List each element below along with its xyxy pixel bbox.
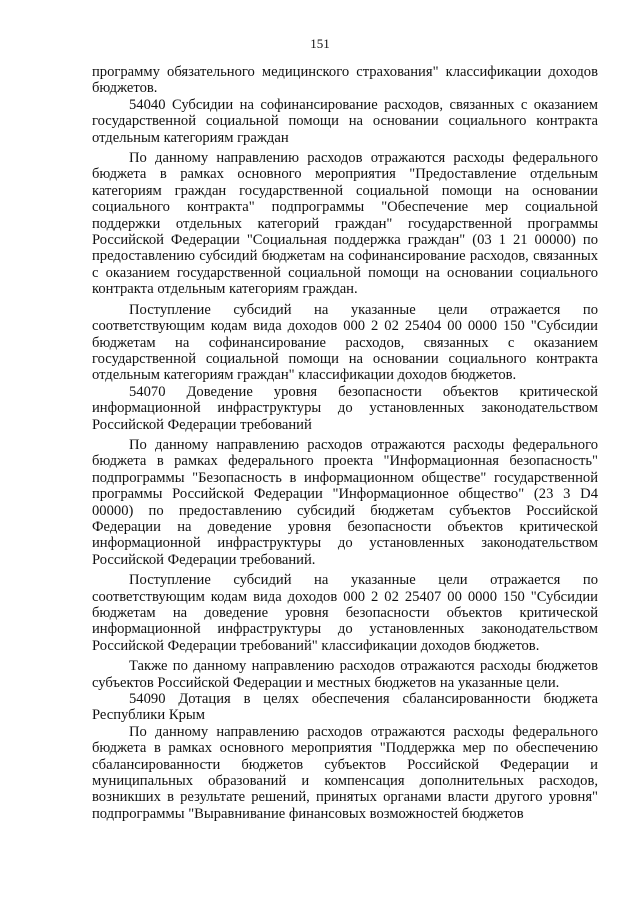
paragraph-revenue-54040: Поступление субсидий на указанные цели отражается по соответствующим кодам вида доходов 000 2 02 25404 00 0000 150 "Субсидии бюджетам на софинансирование расходов, связанных с оказанием государственной социальной помощи на основании социального контракта отдельным категориям граждан" классификации доходов бюджетов. bbox=[92, 301, 598, 384]
paragraph-description-54090: По данному направлению расходов отражаются расходы федерального бюджета в рамках основного мероприятия "Поддержка мер по обеспечению сбалансированности бюджетов субъектов Российской Федерации и муниципальных образований и компенсация дополнительных расходов, возникших в результате решений, принятых органами власти другого уровня" подпрограммы "Выравнивание финансовых возможностей бюджетов bbox=[92, 723, 598, 822]
page-number: 151 bbox=[310, 36, 330, 51]
paragraph-heading-54040: 54040 Субсидии на софинансирование расходов, связанных с оказанием государственной социальной помощи на основании социального контракта отдельным категориям граждан bbox=[92, 96, 598, 146]
paragraph-also-54070: Также по данному направлению расходов отражаются расходы бюджетов субъектов Российской Федерации и местных бюджетов на указанные цели. bbox=[92, 658, 598, 691]
paragraph-heading-54070: 54070 Доведение уровня безопасности объектов критической информационной инфраструктуры до установленных законодательством Российской Федерации требований bbox=[92, 383, 598, 433]
paragraph-heading-54090: 54090 Дотация в целях обеспечения сбалансированности бюджета Республики Крым bbox=[92, 691, 598, 724]
paragraph-description-54070: По данному направлению расходов отражаются расходы федерального бюджета в рамках федерального проекта "Информационная безопасность" подпрограммы "Безопасность в информационном обществе" государственной программы Российской Федерации "Информационное общество" (23 3 D4 00000) по предоставлению субсидий бюджетам субъектов Российской Федерации на доведение уровня безопасности объектов критической информационной инфраструктуры до установленных законодательством Российской Федерации требований. bbox=[92, 436, 598, 568]
paragraph-revenue-54070: Поступление субсидий на указанные цели отражается по соответствующим кодам вида доходов 000 2 02 25407 00 0000 150 "Субсидии бюджетам на доведение уровня безопасности объектов критической информационной инфраструктуры до установленных законодательством Российской Федерации требований" классификации доходов бюджетов. bbox=[92, 572, 598, 654]
paragraph-continuation: программу обязательного медицинского страхования" классификации доходов бюджетов. bbox=[92, 64, 598, 97]
document-body bbox=[92, 64, 598, 822]
paragraph-description-54040: По данному направлению расходов отражаются расходы федерального бюджета в рамках основного мероприятия "Предоставление отдельным категориям граждан государственной социальной помощи на основании социального контракта" подпрограммы "Обеспечение мер социальной поддержки отдельных категорий граждан" государственной программы Российской Федерации "Социальная поддержка граждан" (03 1 21 00000) по предоставлению субсидий бюджетам на софинансирование расходов, связанных с оказанием государственной социальной помощи на основании социального контракта отдельным категориям граждан. bbox=[92, 150, 598, 298]
